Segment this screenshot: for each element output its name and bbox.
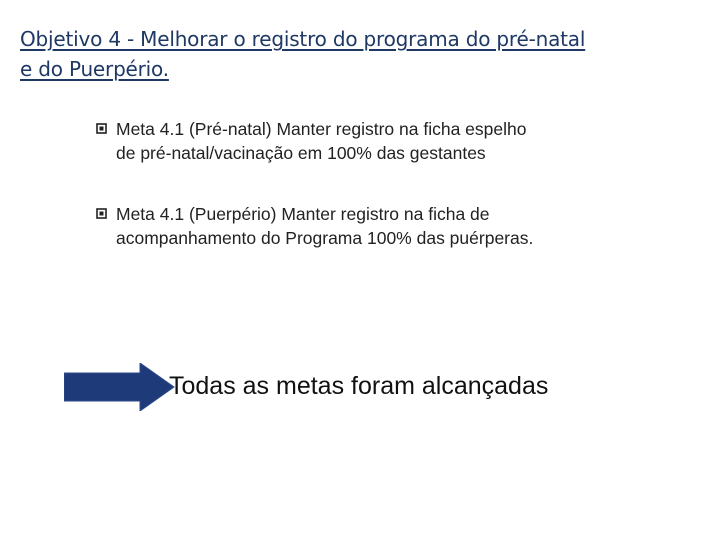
bullet-text (116, 117, 670, 165)
bullet-line-1: Meta 4.1 (Pré-natal) Manter registro na ficha espelho (116, 119, 527, 139)
bullet-line-1: Meta 4.1 (Puerpério) Manter registro na ficha de (116, 204, 490, 224)
conclusion-text: Todas as metas foram alcançadas (169, 372, 549, 400)
right-arrow-icon (64, 363, 176, 411)
title-line-1: Objetivo 4 - Melhorar o registro do programa do pré-natal (20, 27, 586, 51)
bullet-meta-puerperio (96, 202, 670, 250)
bullet-line-2: acompanhamento do Programa 100% das puérperas. (116, 228, 534, 248)
bullet-text (116, 202, 670, 250)
bullet-meta-prenatal (96, 117, 670, 165)
hollow-square-bullet-icon (96, 208, 107, 219)
title-line-2: e do Puerpério. (20, 57, 169, 81)
hollow-square-bullet-icon (96, 123, 107, 134)
bullet-line-2: de pré-natal/vacinação em 100% das gestantes (116, 143, 486, 163)
slide-title (20, 24, 690, 84)
